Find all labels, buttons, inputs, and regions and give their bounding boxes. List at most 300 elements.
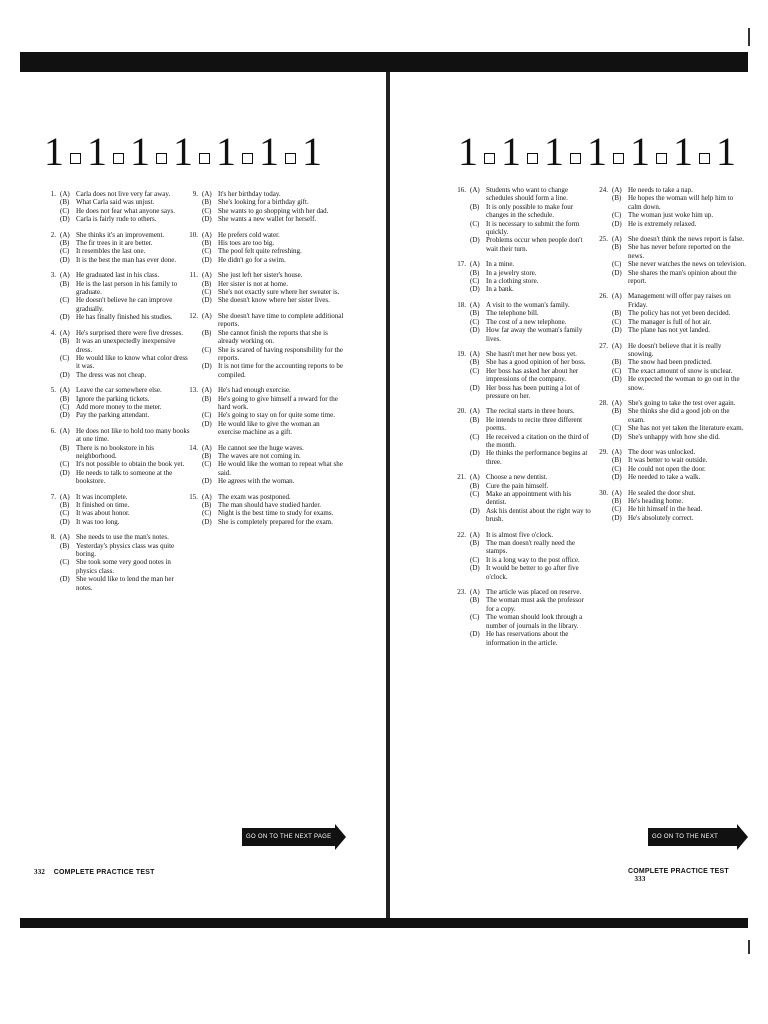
option-letter: (C) <box>612 464 622 473</box>
question-number: 8. <box>50 533 56 542</box>
option-letter: (A) <box>612 186 622 194</box>
option-letter: (C) <box>612 424 622 433</box>
answer-option <box>468 449 592 466</box>
answer-option <box>468 277 592 285</box>
answer-option <box>610 220 746 228</box>
question-item <box>42 271 192 321</box>
answer-option <box>58 469 192 486</box>
answer-option <box>610 318 746 326</box>
answer-option <box>58 403 192 411</box>
option-text: The snow had been predicted. <box>628 358 712 367</box>
question-number: 19. <box>457 349 466 358</box>
option-text: In a mine. <box>486 260 515 269</box>
answer-option <box>610 505 746 513</box>
option-letter: (A) <box>202 230 212 239</box>
option-letter: (A) <box>470 530 480 539</box>
option-letter: (B) <box>470 202 480 211</box>
footer-title: COMPLETE PRACTICE TEST <box>628 868 729 875</box>
option-text: The fir trees in it are better. <box>76 239 153 248</box>
option-text: He's had enough exercise. <box>218 386 291 395</box>
question-column-2 <box>594 186 746 529</box>
question-item <box>184 190 344 224</box>
edge-mark-bottom <box>748 940 750 954</box>
answer-option <box>468 613 592 630</box>
option-text: It was too long. <box>76 517 120 526</box>
question-item <box>184 271 344 305</box>
option-text: He sealed the door shut. <box>628 488 696 497</box>
option-text: He hopes the woman will help him to calm down. <box>628 194 734 211</box>
answer-option <box>468 588 592 596</box>
option-letter: (C) <box>470 277 480 286</box>
option-letter: (A) <box>470 407 480 416</box>
option-text: It would be better to go after five o'clock. <box>486 564 579 581</box>
option-text: It resembles the last one. <box>76 247 146 256</box>
option-letter: (D) <box>612 473 622 482</box>
answer-option <box>200 460 344 477</box>
option-text: The man doesn't really need the stamps. <box>486 539 575 556</box>
question-item <box>184 386 344 436</box>
right-page <box>390 72 748 918</box>
option-text: He would like to know what color dress it was. <box>76 353 188 371</box>
option-text: He would like to give the woman an exercise machine as a gift. <box>218 419 320 437</box>
option-text: He has reservations about the information in the article. <box>486 630 569 647</box>
option-letter: (A) <box>202 386 212 395</box>
go-on-label: GO ON TO THE NEXT PAGE <box>648 828 737 846</box>
answer-option <box>200 256 344 264</box>
question-item <box>42 329 192 379</box>
option-text: She doesn't think the news report is false. <box>628 235 744 244</box>
answer-option <box>58 395 192 403</box>
option-letter: (A) <box>470 300 480 309</box>
answer-option <box>610 375 746 392</box>
square-icon <box>113 153 124 164</box>
question-number: 21. <box>457 473 466 482</box>
question-item <box>452 531 592 581</box>
answer-option <box>200 493 344 501</box>
option-letter: (B) <box>60 198 70 207</box>
answer-option <box>200 296 344 304</box>
option-letter: (B) <box>202 239 212 248</box>
option-text: He expected the woman to go out in the snow. <box>628 375 740 392</box>
answer-option <box>58 207 192 215</box>
answer-option <box>610 448 746 456</box>
question-item <box>184 231 344 265</box>
answer-option <box>58 198 192 206</box>
option-letter: (C) <box>470 219 480 228</box>
footer-title: COMPLETE PRACTICE TEST <box>53 869 155 876</box>
edge-mark-top <box>748 28 750 46</box>
option-text: The pool felt quite refreshing. <box>218 247 302 256</box>
question-item <box>184 493 344 527</box>
square-icon <box>570 153 581 164</box>
option-letter: (C) <box>470 613 480 622</box>
option-text: The woman just woke him up. <box>628 211 714 220</box>
question-number: 11. <box>189 271 198 280</box>
option-text: It's her birthday today. <box>218 190 281 198</box>
option-text: He's absolutely correct. <box>628 513 694 522</box>
option-text: She needs to use the man's notes. <box>76 533 169 542</box>
option-letter: (D) <box>612 326 622 335</box>
square-icon <box>699 153 710 164</box>
banner-digit: 1 <box>216 129 236 174</box>
option-text: It is only possible to make four changes in the schedule. <box>486 202 574 220</box>
question-number: 25. <box>599 235 608 244</box>
answer-option <box>200 518 344 526</box>
option-text: She thinks it's an improvement. <box>76 230 165 239</box>
answer-option <box>468 367 592 384</box>
option-letter: (A) <box>60 426 70 435</box>
answer-option <box>610 194 746 211</box>
question-item <box>42 493 192 527</box>
option-text: Her boss has been putting a lot of pressure on her. <box>486 383 580 400</box>
answer-option <box>610 260 746 268</box>
option-letter: (B) <box>612 194 622 203</box>
option-text: The woman must ask the professor for a copy. <box>486 596 584 613</box>
option-letter: (A) <box>60 386 70 395</box>
option-letter: (A) <box>202 443 212 452</box>
answer-option <box>468 318 592 326</box>
option-letter: (B) <box>470 481 480 490</box>
answer-option <box>200 386 344 394</box>
option-text: She thinks she did a good job on the exam. <box>628 407 730 424</box>
answer-option <box>610 358 746 366</box>
option-text: She's unhappy with how she did. <box>628 432 720 441</box>
answer-option <box>468 490 592 507</box>
question-item <box>452 407 592 466</box>
option-text: The cost of a new telephone. <box>486 317 567 326</box>
option-letter: (C) <box>612 211 622 220</box>
option-text: It is not time for the accounting reports to be compiled. <box>218 362 343 379</box>
option-text: He's going to stay on for quite some time. <box>218 411 335 420</box>
question-item <box>594 292 746 334</box>
option-text: She hasn't met her new boss yet. <box>486 349 577 358</box>
option-letter: (A) <box>60 533 70 542</box>
answer-option <box>468 260 592 268</box>
option-letter: (A) <box>612 292 622 301</box>
answer-option <box>468 473 592 481</box>
banner-digit: 1 <box>716 129 736 174</box>
answer-option <box>58 427 192 444</box>
option-text: It's not possible to obtain the book yet. <box>76 460 185 469</box>
option-letter: (B) <box>202 501 212 509</box>
answer-option <box>468 531 592 539</box>
question-item <box>452 186 592 253</box>
answer-option <box>610 456 746 464</box>
option-letter: (D) <box>470 326 480 335</box>
option-letter: (D) <box>612 375 622 384</box>
question-number: 24. <box>599 186 608 194</box>
answer-option <box>200 247 344 255</box>
option-text: Yesterday's physics class was quite boring. <box>76 541 175 559</box>
option-letter: (D) <box>202 255 212 264</box>
answer-option <box>610 433 746 441</box>
option-text: He doesn't believe that it is really snowing. <box>628 341 722 358</box>
question-number: 20. <box>457 407 466 416</box>
option-text: She is completely prepared for the exam. <box>218 517 333 526</box>
option-letter: (B) <box>612 309 622 318</box>
answer-option <box>610 186 746 194</box>
option-text: What Carla said was unjust. <box>76 198 155 207</box>
option-text: She wants a new wallet for herself. <box>218 215 317 224</box>
square-icon <box>656 153 667 164</box>
go-on-indicator <box>242 824 346 850</box>
answer-option <box>58 533 192 541</box>
banner-digit: 1 <box>130 129 150 174</box>
answer-option <box>200 329 344 346</box>
question-number: 13. <box>189 386 198 395</box>
option-text: Ignore the parking tickets. <box>76 394 150 403</box>
answer-option <box>58 460 192 468</box>
option-letter: (B) <box>60 337 70 346</box>
option-text: He received a citation on the third of the month. <box>486 432 589 449</box>
option-letter: (B) <box>470 539 480 548</box>
option-letter: (B) <box>612 243 622 252</box>
answer-option <box>610 465 746 473</box>
option-letter: (D) <box>612 219 622 228</box>
option-text: She never watches the news on television. <box>628 260 746 269</box>
question-item <box>594 489 746 523</box>
answer-option <box>468 596 592 613</box>
option-letter: (A) <box>470 349 480 358</box>
question-item <box>594 235 746 285</box>
answer-option <box>610 367 746 375</box>
option-text: Add more money to the meter. <box>76 402 162 411</box>
answer-option <box>200 509 344 517</box>
option-text: Problems occur when people don't wait their turn. <box>486 236 583 253</box>
answer-option <box>610 489 746 497</box>
answer-option <box>610 292 746 309</box>
banner-digit: 1 <box>501 129 521 174</box>
answer-option <box>610 235 746 243</box>
arrow-right-icon <box>737 824 748 850</box>
answer-option <box>58 371 192 379</box>
option-letter: (A) <box>470 186 480 194</box>
question-number: 17. <box>457 260 466 269</box>
option-text: The policy has not yet been decided. <box>628 309 731 318</box>
answer-option <box>610 309 746 317</box>
option-text: He is extremely relaxed. <box>628 219 697 228</box>
option-letter: (C) <box>470 366 480 375</box>
option-letter: (D) <box>612 268 622 277</box>
option-letter: (A) <box>60 230 70 239</box>
banner-digit: 1 <box>44 129 64 174</box>
option-letter: (C) <box>202 411 212 420</box>
option-text: In a jewelry store. <box>486 268 537 277</box>
question-item <box>42 190 192 224</box>
answer-option <box>468 186 592 203</box>
option-text: He's surprised there were five dresses. <box>76 328 183 337</box>
option-letter: (B) <box>60 394 70 403</box>
answer-option <box>58 313 192 321</box>
answer-option <box>468 482 592 490</box>
option-text: Leave the car somewhere else. <box>76 386 162 395</box>
option-letter: (A) <box>612 447 622 456</box>
option-text: Pay the parking attendant. <box>76 411 150 420</box>
option-text: He would like the woman to repeat what she said. <box>218 460 343 477</box>
option-text: She is scared of having responsibility for the reports. <box>218 345 344 362</box>
go-on-label: GO ON TO THE NEXT PAGE <box>242 828 335 846</box>
answer-option <box>58 411 192 419</box>
answer-option <box>200 207 344 215</box>
option-text: She has a good opinion of her boss. <box>486 358 586 367</box>
answer-option <box>610 326 746 334</box>
option-text: In a bank. <box>486 285 514 294</box>
answer-option <box>200 395 344 412</box>
answer-option <box>468 507 592 524</box>
option-text: She shares the man's opinion about the report. <box>628 268 737 286</box>
option-letter: (D) <box>202 517 212 526</box>
section-banner <box>42 129 324 174</box>
answer-option <box>468 220 592 237</box>
option-text: Management will offer pay raises on Friday. <box>628 292 731 309</box>
option-letter: (D) <box>60 575 70 584</box>
option-text: Carla is fairly rude to others. <box>76 215 157 224</box>
option-text: He does not fear what anyone says. <box>76 206 175 215</box>
answer-option <box>468 630 592 647</box>
answer-option <box>468 384 592 401</box>
option-text: He prefers cold water. <box>218 230 280 239</box>
option-letter: (D) <box>202 296 212 305</box>
answer-option <box>468 433 592 450</box>
option-letter: (C) <box>202 288 212 297</box>
answer-option <box>200 477 344 485</box>
answer-option <box>58 247 192 255</box>
banner-digit: 1 <box>173 129 193 174</box>
page-footer <box>628 868 748 883</box>
banner-digit: 1 <box>458 129 478 174</box>
answer-option <box>468 203 592 220</box>
option-letter: (C) <box>202 247 212 256</box>
square-icon <box>242 153 253 164</box>
option-letter: (C) <box>470 555 480 564</box>
option-letter: (C) <box>202 509 212 518</box>
go-on-indicator <box>648 824 748 858</box>
answer-option <box>468 407 592 415</box>
square-icon <box>527 153 538 164</box>
answer-option <box>58 190 192 198</box>
question-number: 27. <box>599 341 608 350</box>
question-item <box>452 350 592 400</box>
option-letter: (D) <box>202 362 212 371</box>
option-text: She took some very good notes in physics class. <box>76 558 171 575</box>
banner-digit: 1 <box>259 129 279 174</box>
answer-option <box>610 473 746 481</box>
answer-option <box>200 215 344 223</box>
question-number: 14. <box>189 443 198 452</box>
answer-option <box>610 211 746 219</box>
option-letter: (D) <box>202 215 212 224</box>
option-letter: (D) <box>612 432 622 441</box>
option-text: She doesn't have time to complete additional reports. <box>218 311 344 329</box>
answer-option <box>610 407 746 424</box>
square-icon <box>156 153 167 164</box>
option-letter: (C) <box>612 260 622 269</box>
option-text: He could not open the door. <box>628 464 706 473</box>
square-icon <box>285 153 296 164</box>
option-letter: (D) <box>470 449 480 458</box>
question-number: 2. <box>50 230 56 239</box>
option-text: There is no bookstore in his neighborhood. <box>76 443 154 460</box>
question-number: 18. <box>457 300 466 309</box>
question-item <box>594 448 746 482</box>
banner-digit: 1 <box>630 129 650 174</box>
question-number: 28. <box>599 398 608 407</box>
option-letter: (C) <box>60 206 70 215</box>
option-letter: (D) <box>202 419 212 428</box>
square-icon <box>199 153 210 164</box>
option-letter: (A) <box>202 492 212 501</box>
answer-option <box>58 231 192 239</box>
page-number: 332 <box>34 868 46 876</box>
answer-option <box>58 493 192 501</box>
option-letter: (C) <box>470 490 480 498</box>
option-text: Choose a new dentist. <box>486 473 548 482</box>
option-letter: (C) <box>612 317 622 326</box>
banner-digit: 1 <box>302 129 322 174</box>
option-text: It finished on time. <box>76 501 130 509</box>
question-column-1 <box>452 186 592 654</box>
option-text: Her boss has asked her about her impressions of the company. <box>486 366 579 384</box>
option-text: Her sister is not at home. <box>218 279 288 288</box>
answer-option <box>468 309 592 317</box>
question-item <box>452 473 592 523</box>
option-text: He's going to give himself a reward for the hard work. <box>218 394 338 411</box>
answer-option <box>58 215 192 223</box>
option-text: Students who want to change schedules should form a line. <box>486 186 569 203</box>
answer-option <box>58 501 192 509</box>
option-text: It was an unexpectedly inexpensive dress. <box>76 337 176 354</box>
square-icon <box>70 153 81 164</box>
banner-digit: 1 <box>587 129 607 174</box>
answer-option <box>200 444 344 452</box>
banner-digit: 1 <box>673 129 693 174</box>
option-text: It was better to wait outside. <box>628 456 708 465</box>
answer-option <box>610 424 746 432</box>
answer-option <box>58 329 192 337</box>
option-letter: (D) <box>60 411 70 420</box>
option-letter: (A) <box>612 398 622 407</box>
answer-option <box>468 358 592 366</box>
answer-option <box>58 280 192 297</box>
option-letter: (B) <box>202 394 212 403</box>
question-number: 12. <box>189 311 198 320</box>
square-icon <box>613 153 624 164</box>
answer-option <box>58 542 192 559</box>
option-text: She wants to go shopping with her dad. <box>218 206 329 215</box>
option-text: He needs to talk to someone at the bookstore. <box>76 468 173 486</box>
option-letter: (C) <box>612 505 622 514</box>
option-text: Make an appointment with his dentist. <box>486 490 572 507</box>
option-letter: (A) <box>612 235 622 244</box>
option-letter: (A) <box>470 588 480 597</box>
option-letter: (B) <box>202 279 212 288</box>
question-column-1 <box>42 190 192 599</box>
option-letter: (C) <box>470 317 480 326</box>
answer-option <box>200 312 344 329</box>
option-text: It was about honor. <box>76 509 130 518</box>
answer-option <box>58 271 192 279</box>
question-number: 26. <box>599 292 608 301</box>
answer-option <box>610 399 746 407</box>
question-item <box>184 444 344 486</box>
option-text: Ask his dentist about the right way to brush. <box>486 506 591 524</box>
banner-digit: 1 <box>87 129 107 174</box>
option-letter: (A) <box>612 341 622 350</box>
answer-option <box>468 350 592 358</box>
option-text: In a clothing store. <box>486 277 539 286</box>
option-letter: (B) <box>470 415 480 424</box>
question-number: 1. <box>50 190 56 198</box>
